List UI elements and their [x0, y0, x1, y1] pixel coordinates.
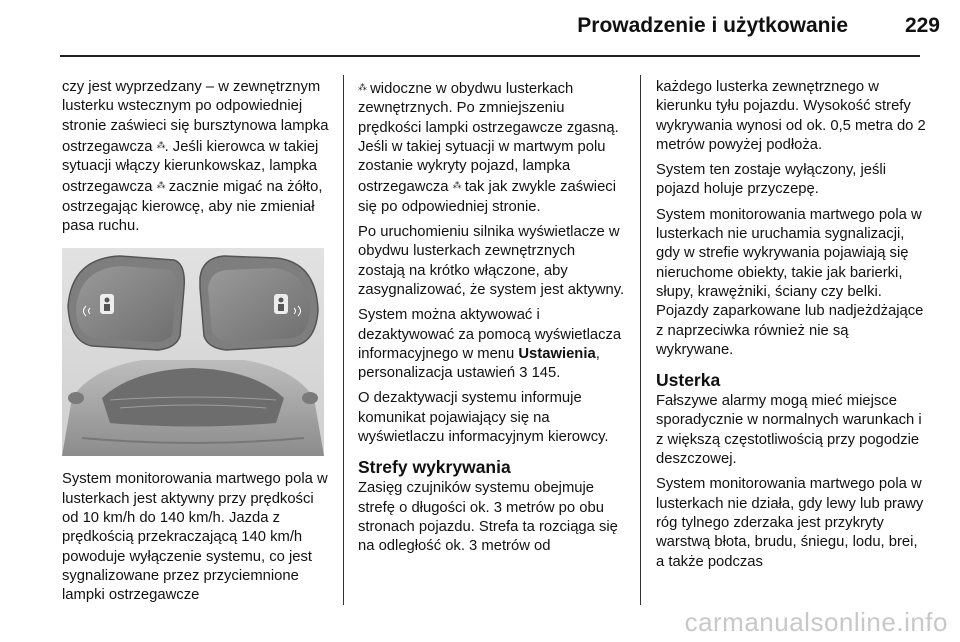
- page-reference-icon[interactable]: 3: [519, 365, 528, 382]
- paragraph: System ten zostaje wyłączony, jeśli pojazd holuje przyczepę.: [656, 162, 886, 198]
- page-number: 229: [904, 14, 940, 37]
- text-column-1: [62, 78, 330, 611]
- text-run: , personalizacja ustawień: [358, 345, 600, 382]
- paragraph: Po uruchomieniu silnika wyświetlacze w obydwu lusterkach zewnętrznych zostają na krótko włączone, aby zasygnalizować, że system jest aktywny.: [358, 224, 625, 298]
- header-rule: [60, 55, 920, 57]
- menu-name: Ustawienia: [518, 345, 596, 362]
- paragraph: każdego lusterka zewnętrznego w kierunku tyłu pojazdu. Wysokość strefy wykrywania wynosi od ok. 0,5 metra do 2 metrów powyżej podłoża.: [656, 79, 926, 153]
- paragraph: System monitorowania martwego pola w lusterkach nie działa, gdy lewy lub prawy róg tylnego zderzaka jest przykryty warstwą błota, brudu, śniegu, lodu, brei, a także podczas: [656, 476, 924, 570]
- section-heading-usterka: Usterka: [656, 370, 721, 391]
- page-header-title: Prowadzenie i użytkowanie: [577, 14, 848, 37]
- warning-lamp-icon: ⁂: [156, 139, 165, 150]
- paragraph: [358, 78, 626, 217]
- paragraph: Fałszywe alarmy mogą mieć miejsce sporadycznie w normalnych warunkach i z większą częstotliwością przy pogodzie deszczowej.: [656, 393, 922, 468]
- paragraph: [358, 306, 626, 383]
- section-heading-strefy: Strefy wykrywania: [358, 457, 511, 478]
- paragraph: Zasięg czujników systemu obejmuje strefę o długości ok. 3 metrów po obu stronach pojazdu. Strefa ta rozciąga się na odległość ok. 3 metrów od: [358, 480, 618, 555]
- text-column-2: [358, 78, 626, 563]
- warning-lamp-icon: ⁂: [358, 82, 366, 92]
- warning-lamp-icon: ⁂: [452, 180, 461, 191]
- text-run: . Jeśli kierowca w takiej sytuacji włączy kierunkowskaz, lampka ostrzegawcza: [62, 138, 319, 196]
- paragraph: System monitorowania martwego pola w lusterkach nie uruchamia sygnalizacji, gdy w strefie wykrywania pojawiają się nieruchome obiekty, takie jak barierki, słupy, krawężniki, ściany czy belki. Pojazdy zaparkowane lub nadjeżdżające z naprzeciwka również nie są wykrywane.: [656, 206, 924, 358]
- paragraph: [62, 78, 330, 236]
- column-divider-2: [640, 75, 641, 605]
- text-run: widoczne w obydwu lusterkach zewnętrznych. Po zmniejszeniu prędkości lampki ostrzegawcze zgasną. Jeśli w takiej sytuacji w martwym polu zostanie wykryty pojazd, lampka ostrzegawcza: [358, 81, 619, 196]
- page-reference: 145.: [527, 365, 561, 382]
- paragraph: System monitorowania martwego pola w lusterkach jest aktywny przy prędkości od 10 km/h do 140 km/h. Jazda z prędkością przekraczającą 140 km/h powoduje wyłączenie systemu, co jest sygnalizowane przez przyciemnione lampki ostrzegawcze: [62, 471, 328, 604]
- text-run: czy jest wyprzedzany – w zewnętrznym lusterku wstecznym po odpowiedniej stronie zaświeci się bursztynowa lampka ostrzegawcza: [62, 79, 329, 155]
- column-divider-1: [343, 75, 344, 605]
- text-run: tak jak zwykle zaświeci się po odpowiedniej stronie.: [358, 179, 616, 215]
- text-column-3: [656, 78, 926, 578]
- mirror-illustration: [62, 248, 324, 456]
- text-run: System można aktywować i dezaktywować za pomocą wyświetlacza informacyjnego w menu: [358, 307, 622, 362]
- paragraph: O dezaktywacji systemu informuje komunikat pojawiający się na wyświetlaczu informacyjnym kierowcy.: [358, 390, 609, 446]
- warning-lamp-icon: ⁂: [156, 180, 165, 191]
- mirror-illustration-graphic: [62, 248, 324, 456]
- watermark: carmanualsonline.info: [684, 607, 948, 637]
- text-run: zacznie migać na żółto, ostrzegając kierowcę, aby nie zmieniał pasa ruchu.: [62, 179, 323, 235]
